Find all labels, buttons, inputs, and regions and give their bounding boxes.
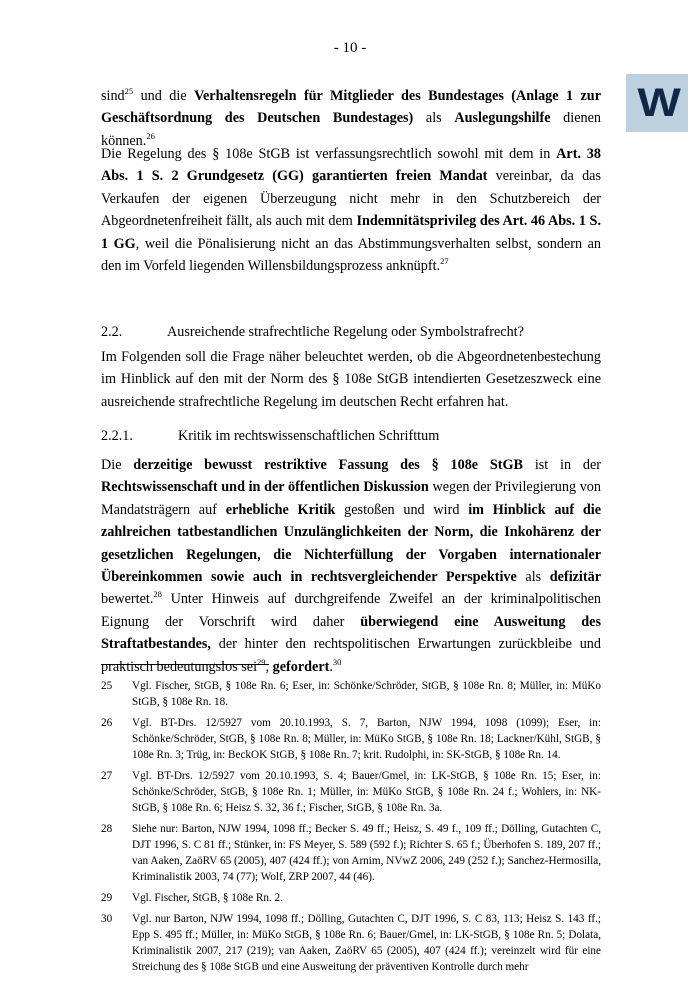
footnote-ref[interactable]: 27 <box>440 256 449 267</box>
footnote <box>101 768 601 816</box>
footnote-ref[interactable]: 29 <box>257 656 266 667</box>
section-heading-2-2 <box>101 321 601 343</box>
footnote-ref[interactable]: 30 <box>332 656 342 667</box>
footnote-number: 25 <box>101 680 113 692</box>
footnote-separator <box>101 664 269 665</box>
footnote-text: Vgl. Fischer, StGB, § 108e Rn. 2. <box>132 892 283 904</box>
footnote-number: 28 <box>101 823 113 835</box>
w-logo-letter: W <box>637 80 677 125</box>
footnote <box>101 890 601 906</box>
footnote-number: 30 <box>101 913 113 925</box>
footnotes <box>101 678 601 980</box>
paragraph-3: Im Folgenden soll die Frage näher beleuchtet werden, ob die Abgeordnetenbestechung im Hinblick auf den mit der Norm des § 108e StGB intendierten Gesetzeszweck eine ausreichende strafrechtliche Regelung im deutschen Recht erfahren hat. <box>101 349 601 410</box>
footnote-text: Siehe nur: Barton, NJW 1994, 1098 ff.; Becker S. 49 ff.; Heisz, S. 49 f., 109 ff.; Dölling, Gutachten C, DJT 1996, S. C 81 ff.; Stünker, in: FS Meyer, S. 589 (592 f.); Richter S. 65 f.; Überhofen S. 189, 207 ff.; van Aaken, ZaöRV 65 (2005), 407 (424 ff.); von Arnim, NVwZ 2006, 249 (252 f.); Sanchez-Hermosilla, Kriminalistik 2003, 74 (77); Wolf, ZRP 2007, 44 (46). <box>132 823 601 883</box>
paragraph-4: Die derzeitige bewusst restriktive Fassung des § 108e StGB ist in der Rechtswissenschaft und in der öffentlichen Diskussion wegen der Privilegierung von Mandatsträgern auf erhebliche Kritik gestoßen und wird im Hinblick auf die zahlreichen tatbestandlichen Unzulänglichkeiten der Norm, die Inkohärenz der gesetzlichen Regelungen, die Nichterfüllung der Vorgaben internationaler Übereinkommen sowie auch in rechtsvergleichender Perspektive als defizitär bewertet.$^{28}$ Unter Hinweis auf durchgreifende Zweifel an der kriminalpolitischen Eignung der Vorschrift wird daher überwiegend eine Ausweitung des Straftatbestandes, der hinter den rechtspolitischen Erwartungen zurückbleibe und praktisch bedeutungslos sei$^{29}$, gefordert.$^{30}$ <box>101 457 601 675</box>
w-logo-badge <box>626 74 688 132</box>
footnote <box>101 678 601 710</box>
section-number: 2.2.1. <box>101 428 133 444</box>
section-title: Ausreichende strafrechtliche Regelung oder Symbolstrafrecht? <box>167 324 524 340</box>
footnote-ref[interactable]: 28 <box>153 589 162 600</box>
footnote <box>101 821 601 885</box>
footnote-text: Vgl. BT-Drs. 12/5927 vom 20.10.1993, S. 7, Barton, NJW 1994, 1098 (1099); Eser, in: Schönke/Schröder, StGB, § 108e Rn. 8; Müller, in: MüKo StGB, § 108e Rn. 18; Lackner/Kühl, StGB, § 108e Rn. 3; Trüg, in: BeckOK StGB, § 108e Rn. 7; krit. Rudolphi, in: SK-StGB, § 108e Rn. 14. <box>132 717 601 761</box>
footnote-number: 29 <box>101 892 113 904</box>
section-number: 2.2. <box>101 324 123 340</box>
page-number: - 10 - <box>333 40 367 56</box>
footnote <box>101 715 601 763</box>
footnote-number: 27 <box>101 770 113 782</box>
footnote-text: Vgl. Fischer, StGB, § 108e Rn. 6; Eser, in: Schönke/Schröder, StGB, § 108e Rn. 8; Müller, in: MüKo StGB, § 108e Rn. 18. <box>132 680 601 708</box>
paragraph-1: sind$^{25}$ und die Verhaltensregeln für Mitglieder des Bundestages (Anlage 1 zur Geschäftsordnung des Deutschen Bundestages) als Auslegungshilfe dienen können.$^{26}$ <box>101 86 601 149</box>
paragraph-2: Die Regelung des § 108e StGB ist verfassungsrechtlich sowohl mit dem in Art. 38 Abs. 1 S. 2 Grundgesetz (GG) garantierten freien Mandat vereinbar, da das Verkaufen der eigenen Überzeugung nicht mehr in den Schutzbereich der Abgeordnetenfreiheit fällt, als auch mit dem Indemnitätsprivileg des Art. 46 Abs. 1 S. 1 GG, weil die Pönalisierung nicht an das Abstimmungsverhalten selbst, sondern an den im Vorfeld liegenden Willensbildungsprozess anknüpft.$^{27}$ <box>101 146 601 275</box>
footnote-text: Vgl. nur Barton, NJW 1994, 1098 ff.; Dölling, Gutachten C, DJT 1996, S. C 83, 113; Heisz S. 143 ff.; Epp S. 495 ff.; Müller, in: MüKo StGB, § 108e Rn. 6; Bauer/Gmel, in: LK-StGB, § 108e Rn. 5; Dolata, Kriminalistik 2007, 217 (219); van Aaken, ZaöRV 65 (2005), 407 (424 ff.); vereinzelt wird für eine Streichung des § 108e StGB und eine Ausweitung der präventiven Kontrolle durch mehr <box>132 913 601 973</box>
section-heading-2-2-1 <box>101 425 601 447</box>
footnote-text: Vgl. BT-Drs. 12/5927 vom 20.10.1993, S. 4; Bauer/Gmel, in: LK-StGB, § 108e Rn. 15; Eser, in: Schönke/Schröder, StGB, § 108e Rn. 1; Müller, in: MüKo StGB, § 108e Rn. 24 f.; Wohlers, in: NK-StGB, § 108e Rn. 6; Heisz S. 32, 36 f.; Fischer, StGB, § 108e Rn. 3a. <box>132 770 601 814</box>
footnote-number: 26 <box>101 717 113 729</box>
footnote <box>101 911 601 975</box>
footnote-ref[interactable]: 26 <box>146 130 155 141</box>
footnote-ref[interactable]: 25 <box>124 86 134 96</box>
section-title: Kritik im rechtswissenschaftlichen Schrifttum <box>178 428 440 444</box>
